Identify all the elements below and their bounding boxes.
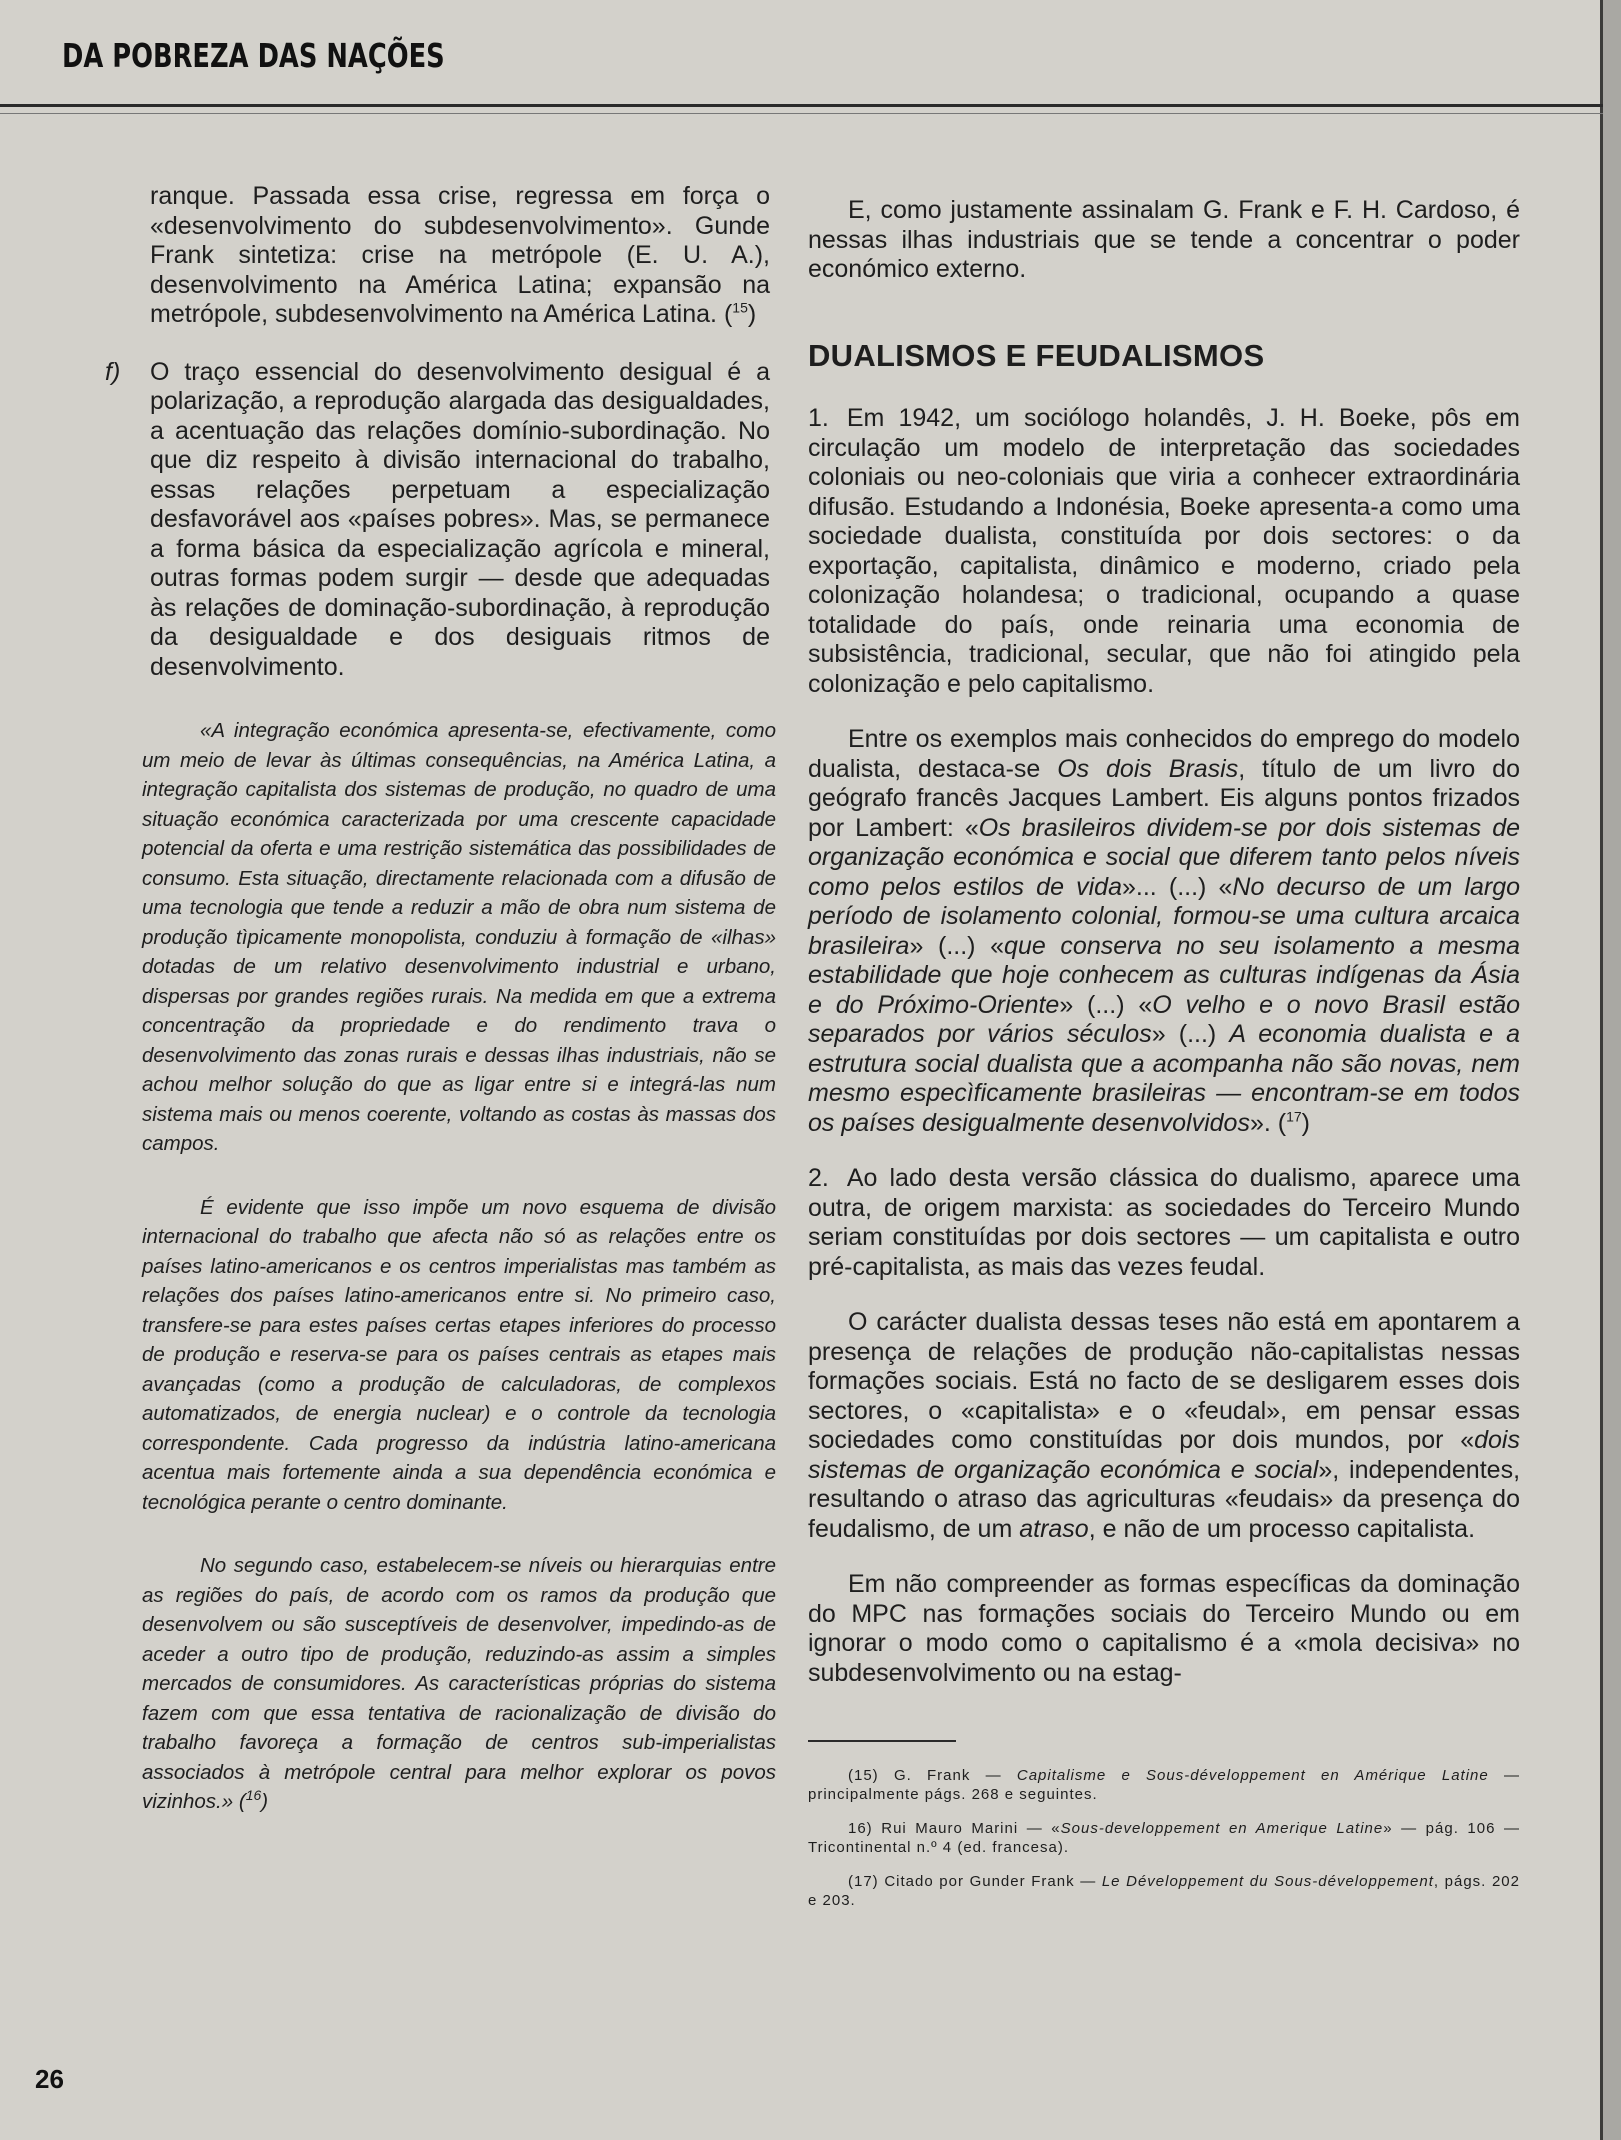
text-run: , título de um livro do geógrafo francês Jacques Lambert. Eis alguns pontos frizados por Lambert: « xyxy=(808,754,1520,842)
quote-run: O velho e o novo Brasil estão separados por vários séculos xyxy=(808,990,1520,1048)
footnotes xyxy=(808,1766,1520,1910)
block-quote xyxy=(142,716,776,1817)
right-column xyxy=(808,196,1520,1925)
emphasis: atraso xyxy=(1019,1514,1089,1543)
quote-run: A economia dualista e a estrutura social dualista que a acompanha não são novas, nem mesmo especìficamente brasileiras — encontram-se em todos os países desigualmente desenvolvidos xyxy=(808,1020,1521,1137)
footnote-mark: (17) xyxy=(848,1873,879,1890)
paragraph-number: 1. xyxy=(808,404,829,432)
text-run: ». xyxy=(1249,1108,1278,1137)
quote-paragraph: É evidente que isso impõe um novo esquema de divisão internacional do trabalho que afecta não só as relações entre os países latino-americanos e os centros imperialistas mas também as relações dos países latino-americanos entre si. No primeiro caso, transfere-se para estes países certas etapes inferiores do processo de produção e reserva-se para os países centrais as etapes mais avançadas (como a produção de calculadoras, de complexos automatizados, de energia nuclear) e o controle da tecnologia correspondente. Cada progresso da indústria latino-americana acentua mais fortemente ainda a sua dependência económica e tecnológica perante o centro dominante. xyxy=(142,1195,776,1514)
footnote-work: Capitalisme e Sous-développement en Amérique Latine xyxy=(1016,1767,1489,1784)
paragraph: E, como justamente assinalam G. Frank e F. H. Cardoso, é nessas ilhas industriais que se tende a concentrar o poder económico externo. xyxy=(808,196,1520,283)
paragraph-number: 2. xyxy=(808,1164,829,1192)
paragraph-text: ranque. Passada essa crise, regressa em força o «desenvolvimento do subdesenvolvimento». Gunde Frank sintetiza: crise na metrópole (E. U. A.), desenvolvimento na América Latina; expansão na metrópole, subdesenvolvimento na América Latina. xyxy=(150,182,770,328)
footnote-ref: 17 xyxy=(1286,1108,1302,1125)
header-rule xyxy=(0,104,1603,107)
footnote-mark: 16) xyxy=(848,1820,873,1837)
paragraph-text: Em 1942, um sociólogo holandês, J. H. Boeke, pôs em circulação um modelo de interpretação das sociedades coloniais ou neo-coloniais que viria a conhecer extraordinária difusão. Estudando a Indonésia, Boeke apresenta-a como uma sociedade dualista, constituída por dois sectores: o da exportação, capitalista, dinâmico e moderno, criado pela colonização holandesa; o tradicional, ocupando a quase totalidade do país, onde reinaria uma economia de subsistência, tradicional, secular, que não foi atingido pela colonização e pelo capitalismo. xyxy=(808,404,1520,698)
paragraph: Entre os exemplos mais conhecidos do emprego do modelo dualista, destaca-se Os dois Brasis, título de um livro do geógrafo francês Jacques Lambert. Eis alguns pontos frizados por Lambert: «Os brasileiros dividem-se por dois sistemas de organização económica e social que diferem tanto pelos níveis como pelos estilos de vida»... (...) «No decurso de um largo período de isolamento colonial, formou-se uma cultura arcaica brasileira» (...) «que conserva no seu isolamento a mesma estabilidade que hoje conhecem as culturas indígenas da Ásia e do Próximo-Oriente» (...) «O velho e o novo Brasil estão separados por vários séculos» (...) A economia dualista e a estrutura social dualista que a acompanha não são novas, nem mesmo especìficamente brasileiras — encontram-se em todos os países desigualmente desenvolvidos». ($^{17}$) xyxy=(808,725,1521,1137)
left-column xyxy=(105,182,776,1817)
page-number: 26 xyxy=(35,2064,64,2094)
footnote-author: Citado por Gunder Frank — xyxy=(884,1873,1102,1890)
text-run: » (...) « xyxy=(909,931,1005,960)
text-run: » (...) « xyxy=(1059,990,1153,1019)
paragraph: Em não compreender as formas específicas da dominação do MPC nas formações sociais do Terceiro Mundo ou em ignorar o modo como o capitalismo é a «mola decisiva» no subdesenvolvimento ou na estag- xyxy=(808,1570,1520,1687)
text-run: , e não de um processo capitalista. xyxy=(1088,1514,1476,1543)
list-marker: f) xyxy=(105,357,121,386)
text-run: » (...) xyxy=(1151,1020,1230,1048)
header-rule-thin xyxy=(0,113,1603,114)
numbered-paragraph xyxy=(808,404,1520,699)
footnote-rest: — principalmente págs. 268 e seguintes. xyxy=(808,1767,1520,1803)
quote-run: que conserva no seu isolamento a mesma estabilidade que hoje conhecem as culturas indígenas da Ásia e do Próximo-Oriente xyxy=(808,931,1521,1019)
quote-paragraph: «A integração económica apresenta-se, efectivamente, como um meio de levar às últimas consequências, na América Latina, a integração capitalista dos sistemas de produção, no quadro de uma situação económica caracterizada por uma crescente capacidade potencial da oferta e uma restrição sistemática das possibilidades de consumo. Esta situação, directamente relacionada com a difusão de uma tecnologia que tende a reduzir a mão de obra num sistema de produção tìpicamente monopolista, conduziu à formação de «ilhas» dotadas de um relativo desenvolvimento industrial e urbano, dispersas por grandes regiões rurais. Na medida em que a extrema concentração da propriedade e do rendimento trava o desenvolvimento das zonas rurais e dessas ilhas industriais, não se achou melhor solução do que as ligar entre si e integrá-las num sistema mais ou menos coerente, voltando as costas às massas dos campos. xyxy=(142,719,776,1155)
footnote-mark: (15) xyxy=(848,1767,879,1784)
footnote-work: Sous-developpement en Amerique Latine xyxy=(1060,1820,1384,1837)
footnote-rest: » — pág. 106 — Tricontinental n.º 4 (ed. francesa). xyxy=(808,1820,1520,1856)
paragraph: ranque. Passada essa crise, regressa em força o «desenvolvimento do subdesenvolvimento». Gunde Frank sintetiza: crise na metrópole (E. U. A.), desenvolvimento na América Latina; expansão na metrópole, subdesenvolvimento na América Latina. ($^{15}$) xyxy=(150,182,770,328)
footnote-ref: 16 xyxy=(245,1787,262,1804)
quote-run: dois sistemas de organização económica e social xyxy=(808,1426,1520,1484)
footnote-author: G. Frank — xyxy=(893,1767,1017,1784)
footnote xyxy=(808,1819,1520,1857)
list-item-text: O traço essencial do desenvolvimento desigual é a polarização, a reprodução alargada das desigualdades, a acentuação das relações domínio-subordinação. No que diz respeito à divisão internacional do trabalho, essas relações perpetuam a especialização desfavorável aos «países pobres». Mas, se permanece a forma básica da especialização agrícola e mineral, outras formas podem surgir — desde que adequadas às relações de dominação-subordinação, à reprodução da desigualdade e dos desiguais ritmos de desenvolvimento. xyxy=(150,357,770,681)
quote-text: No segundo caso, estabelecem-se níveis ou hierarquias entre as regiões do país, de acordo com os ramos da produção que desenvolvem ou são susceptíveis de desenvolver, impedindo-as de aceder a outro tipo de produção, reduzindo-as assim a simples mercados de consumidores. As características próprias do sistema fazem com que essa tentativa de racionalização de divisão do trabalho favoreça a formação de centros sub-imperialistas associados à metrópole central para melhor explorar os povos vizinhos.» xyxy=(142,1554,776,1813)
footnote-rest: , págs. 202 e 203. xyxy=(808,1873,1520,1909)
text-run: »... (...) « xyxy=(1122,872,1233,901)
text-run: Entre os exemplos mais conhecidos do emprego do modelo dualista, destaca-se xyxy=(808,725,1520,783)
footnote xyxy=(808,1766,1520,1804)
quote-paragraph: No segundo caso, estabelecem-se níveis ou hierarquias entre as regiões do país, de acordo com os ramos da produção que desenvolvem ou são susceptíveis de desenvolver, impedindo-as de aceder a outro tipo de produção, reduzindo-as assim a simples mercados de consumidores. As características próprias do sistema fazem com que essa tentativa de racionalização de divisão do trabalho favoreça a formação de centros sub-imperialistas associados à metrópole central para melhor explorar os povos vizinhos.» ($^{16}$) xyxy=(142,1554,776,1813)
running-header: DA POBREZA DAS NAÇÕES xyxy=(62,36,445,75)
footnote xyxy=(808,1872,1520,1910)
list-item-f xyxy=(105,357,770,683)
quote-run: Os brasileiros dividem-se por dois sistemas de organização económica e social que diferem tanto pelos níveis como pelos estilos de vida xyxy=(808,813,1521,901)
text-run: », independentes, resultando o atraso das agriculturas «feudais» da presença do feudalismo, de um xyxy=(808,1455,1521,1543)
footnotes-rule xyxy=(808,1740,956,1742)
numbered-paragraph xyxy=(808,1164,1520,1282)
quote-run: No decurso de um largo período de isolamento colonial, formou-se uma cultura arcaica brasileira xyxy=(808,872,1521,960)
paragraph xyxy=(808,1308,1520,1544)
footnote-work: Le Développement du Sous-développement xyxy=(1101,1873,1434,1890)
footnote-ref: 15 xyxy=(732,299,748,316)
section-heading: DUALISMOS E FEUDALISMOS xyxy=(808,337,1265,373)
page-edge xyxy=(1603,0,1621,2140)
book-title: Os dois Brasis xyxy=(1057,754,1239,783)
footnote-author: Rui Mauro Marini — « xyxy=(881,1820,1061,1837)
paragraph-text: Ao lado desta versão clássica do dualismo, aparece uma outra, de origem marxista: as sociedades do Terceiro Mundo seriam constituídas por dois sectores — um capitalista e outro pré-capitalista, as mais das vezes feudal. xyxy=(808,1164,1520,1281)
text-run: O carácter dualista dessas teses não está em apontarem a presença de relações de produção não-capitalistas nessas formações sociais. Está no facto de se desligarem esses dois sectores, o «capitalista» e o «feudal», em pensar essas sociedades como constituídas por dois mundos, por « xyxy=(808,1308,1520,1454)
